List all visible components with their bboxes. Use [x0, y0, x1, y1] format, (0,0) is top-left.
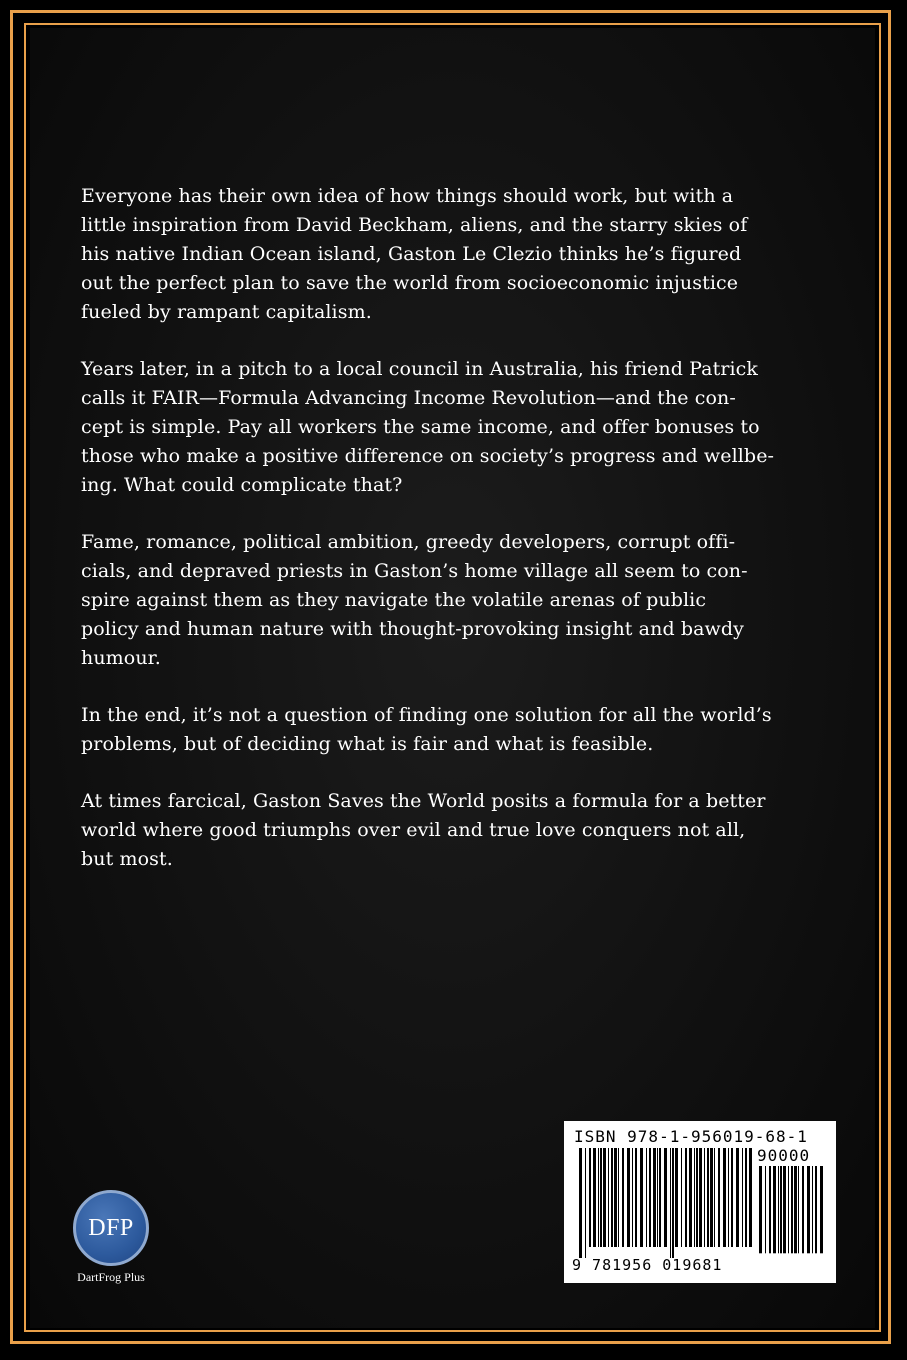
barcode-bar: [749, 1148, 752, 1247]
barcode-bar: [807, 1166, 810, 1253]
barcode-bar: [696, 1148, 698, 1247]
barcode-bar: [675, 1148, 678, 1247]
logo-text: DFP: [88, 1214, 134, 1241]
barcode-bar: [589, 1148, 591, 1247]
barcode-bar: [659, 1148, 661, 1247]
barcode-bar: [614, 1148, 617, 1247]
barcode-bar: [622, 1148, 624, 1247]
blurb-paragraph-5: At times farcical, Gaston Saves the World posits a formula for a better world where good triumphs over evil and true love conquers not all, but most.: [81, 790, 766, 870]
barcode-bar: [745, 1148, 747, 1247]
barcode-bar: [608, 1148, 609, 1247]
blurb-paragraph-1: Everyone has their own idea of how things should work, but with a little inspiration from David Beckham, aliens, and the starry skies of his native Indian Ocean island, Gaston Le Clezio thinks he’s figured out the perfect plan to save the world from socioeconomic injustice fueled by rampant capitalism.: [81, 185, 748, 323]
barcode-bars: [579, 1148, 753, 1258]
barcode-bar: [627, 1148, 630, 1247]
barcode-bar: [731, 1148, 733, 1247]
barcode-bar: [728, 1148, 729, 1247]
barcode-bar: [704, 1148, 705, 1247]
barcode-bar: [780, 1166, 782, 1253]
blurb-paragraph-2: Years later, in a pitch to a local council in Australia, his friend Patrick calls it FAIR—Formula Advancing Income Revolution—and the con- cept is simple. Pay all workers the same income, and offer bonuses to those who make a positive difference on society’s progress and wellbe- ing. What could complicate that?: [81, 358, 775, 496]
barcode-digits: 9 781956 019681: [572, 1256, 723, 1274]
barcode-bar: [618, 1148, 619, 1247]
barcode-bar: [681, 1148, 682, 1247]
barcode-bar: [710, 1148, 713, 1247]
barcode-addon-bars: [759, 1166, 827, 1263]
barcode-bar: [653, 1148, 656, 1247]
barcode-bar: [635, 1148, 637, 1247]
barcode-bar: [657, 1148, 658, 1247]
barcode-bar: [773, 1166, 776, 1253]
barcode-bar: [736, 1148, 739, 1247]
barcode-bar: [718, 1148, 720, 1247]
barcode-bar: [802, 1166, 804, 1253]
barcode-bar: [714, 1148, 715, 1247]
barcode-bar: [694, 1148, 695, 1247]
barcode-bar: [649, 1148, 651, 1247]
barcode-bar: [670, 1148, 671, 1258]
isbn-label: ISBN 978-1-956019-68-1: [574, 1127, 808, 1146]
barcode-bar: [672, 1148, 674, 1258]
publisher-logo: [73, 1190, 149, 1266]
barcode-bar: [603, 1148, 606, 1247]
barcode-bar: [798, 1166, 799, 1253]
barcode-bar: [579, 1148, 582, 1258]
blurb-paragraph-3: Fame, romance, political ambition, greedy developers, corrupt offi- cials, and depraved priests in Gaston’s home village all seem to con- spire against them as they navigate the volatile arenas of public policy and human nature with thought-provoking insight and bawdy humour.: [81, 531, 748, 669]
barcode-bar: [646, 1148, 647, 1247]
barcode-bar: [794, 1166, 797, 1253]
barcode-bar: [640, 1148, 643, 1247]
barcode-bar: [769, 1166, 771, 1253]
book-blurb: [81, 182, 831, 902]
barcode-bar: [815, 1166, 817, 1253]
barcode-bar: [723, 1148, 726, 1247]
barcode-bar: [778, 1166, 779, 1253]
barcode-bar: [632, 1148, 633, 1247]
barcode-bar: [699, 1148, 702, 1247]
barcode-bar: [783, 1166, 786, 1253]
barcode-bar: [685, 1148, 687, 1247]
barcode-bar: [759, 1166, 762, 1253]
barcode-bar: [707, 1148, 709, 1247]
barcode-bar: [788, 1166, 789, 1253]
barcode-bar: [742, 1148, 743, 1247]
barcode-bar: [791, 1166, 793, 1253]
barcode-bar: [593, 1148, 596, 1247]
barcode-bar: [689, 1148, 692, 1247]
price-code: 90000: [757, 1146, 811, 1165]
publisher-name: DartFrog Plus: [77, 1270, 145, 1284]
barcode-bar: [820, 1166, 823, 1253]
barcode-bar: [812, 1166, 813, 1253]
barcode-bar: [611, 1148, 613, 1247]
barcode-bar: [598, 1148, 599, 1247]
barcode-bar: [600, 1148, 602, 1247]
barcode-bar: [765, 1166, 766, 1253]
blurb-paragraph-4: In the end, it’s not a question of finding one solution for all the world’s problems, but of deciding what is fair and what is feasible.: [81, 704, 772, 755]
barcode-bar: [664, 1148, 667, 1247]
barcode-bar: [585, 1148, 586, 1258]
